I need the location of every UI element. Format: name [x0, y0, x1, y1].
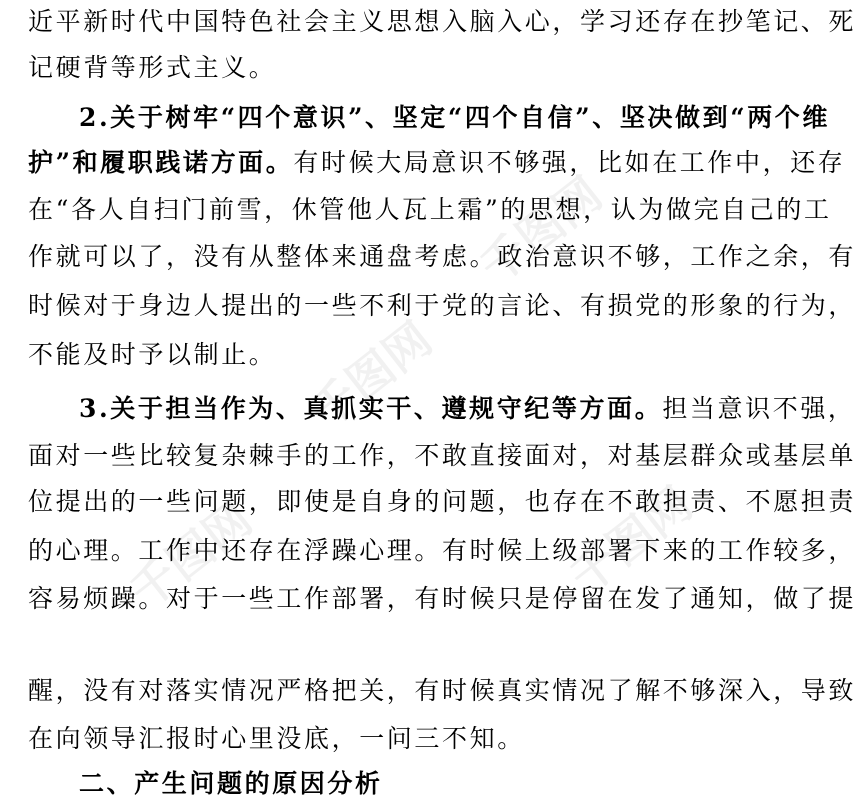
body-text-line: 作就可以了，没有从整体来通盘考虑。政治意识不够，工作之余，有 [28, 242, 856, 271]
section-heading: 二、产生问题的原因分析 [79, 769, 383, 798]
body-text-line: 的心理。工作中还存在浮躁心理。有时候上级部署下来的工作较多， [28, 536, 856, 565]
watermark: 千图网 [119, 491, 262, 620]
body-text: 担当意识不强， [662, 394, 856, 423]
body-text-line: 面对一些比较复杂棘手的工作，不敢直接面对，对基层群众或基层单 [28, 441, 856, 470]
body-text-line: 容易烦躁。对于一些工作部署，有时候只是停留在发了通知，做了提 [28, 584, 856, 613]
paragraph-heading-continued: 护”和履职践诺方面。 [28, 148, 294, 177]
body-text-line: 时候对于身边人提出的一些不利于党的言论、有损党的形象的行为， [28, 291, 856, 320]
body-text-line: 醒，没有对落实情况严格把关，有时候真实情况了解不够深入，导致 [28, 676, 856, 705]
watermark: 千图网 [559, 476, 702, 605]
body-text-line: 记硬背等形式主义。 [28, 53, 277, 82]
watermark: 千图网 [299, 311, 442, 440]
body-text: 有时候大局意识不够强，比如在工作中，还存 [293, 148, 846, 177]
body-text-line [79, 391, 856, 427]
watermark: 千图网 [469, 166, 612, 295]
paragraph-heading: 2.关于树牢“四个意识”、坚定“四个自信”、坚决做到“两个维 [79, 103, 830, 132]
body-text-line: 位提出的一些问题，即使是自身的问题，也存在不敢担责、不愿担责 [28, 487, 856, 516]
body-text-line: 近平新时代中国特色社会主义思想入脑入心，学习还存在抄笔记、死 [28, 7, 856, 36]
body-text-line: 不能及时予以制止。 [28, 340, 277, 369]
paragraph-heading: 3.关于担当作为、真抓实干、遵规守纪等方面。 [79, 394, 663, 423]
body-text-line [28, 145, 846, 181]
body-text-line: 在向领导汇报时心里没底，一问三不知。 [28, 724, 525, 753]
body-text-line: 在“各人自扫门前雪，休管他人瓦上霜”的思想，认为做完自己的工 [28, 195, 832, 224]
